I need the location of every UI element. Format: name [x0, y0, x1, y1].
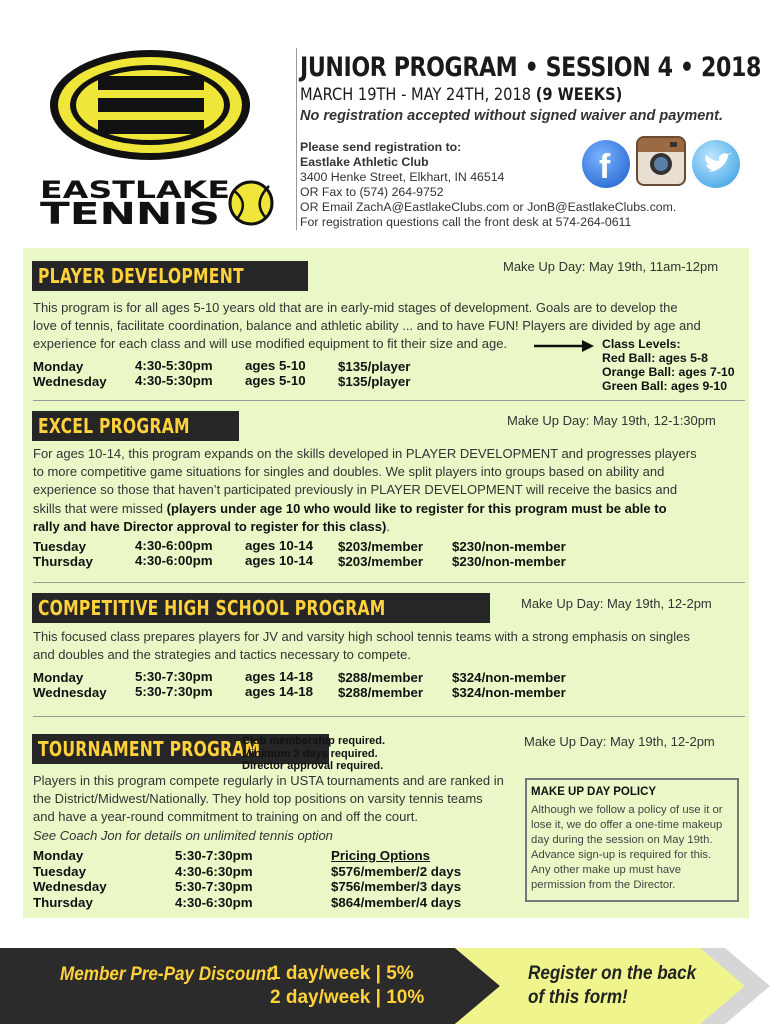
makeup-day-policy-box	[525, 778, 739, 902]
prepay-discount-label: Member Pre-Pay Discount:	[60, 964, 278, 985]
schedule-day: Tuesday	[33, 539, 86, 554]
club-address: 3400 Henke Street, Elkhart, IN 46514	[300, 170, 505, 184]
schedule-member-price: $288/member	[338, 685, 424, 700]
schedule-nonmember-price: $230/non-member	[452, 539, 566, 554]
discount-two-day: 2 day/week | 10%	[270, 987, 425, 1008]
schedule-time: 4:30-5:30pm	[135, 373, 213, 388]
pricing-options-heading: Pricing Options	[331, 848, 430, 863]
excel-program-makeup: Make Up Day: May 19th, 12-1:30pm	[507, 413, 716, 428]
session-dates	[300, 85, 622, 105]
schedule-member-price: $203/member	[338, 554, 424, 569]
schedule-member-price: $288/member	[338, 670, 424, 685]
header-divider	[296, 48, 297, 230]
logo-text-eastlake: EASTLAKE	[40, 176, 230, 204]
player-development-makeup: Make Up Day: May 19th, 11am-12pm	[503, 259, 719, 274]
footer-banner	[0, 948, 770, 1024]
schedule-day: Monday	[33, 359, 84, 374]
tournament-pricing: Pricing Options $576/member/2 days $756/member/3 days $864/member/4 days	[331, 848, 462, 910]
contact-heading: Please send registration to:	[300, 140, 462, 154]
schedule-ages: ages 14-18	[245, 669, 314, 684]
eastlake-tennis-logo	[28, 40, 278, 240]
schedule-ages: ages 5-10	[245, 358, 306, 373]
svg-text:f: f	[599, 148, 611, 186]
schedule-time: 4:30-5:30pm	[135, 358, 213, 373]
high-school-program-description: This focused class prepares players for JV and varsity high school tennis teams with a strong emphasis on singles and doubles and the strategies and tactics necessary to compete.	[33, 629, 690, 663]
schedule-ages: ages 10-14	[245, 553, 314, 568]
discount-one-day: 1 day/week | 5%	[270, 963, 414, 984]
tournament-days: Monday Tuesday Wednesday Thursday	[33, 848, 107, 910]
schedule-nonmember-price: $324/non-member	[452, 670, 566, 685]
registration-notice: No registration accepted without signed waiver and payment.	[300, 108, 723, 124]
section-divider	[33, 582, 745, 583]
class-levels: Class Levels: Red Ball: ages 5-8 Orange Ball: ages 7-10 Green Ball: ages 9-10	[602, 337, 735, 393]
schedule-day: Wednesday	[33, 685, 107, 700]
high-school-program-makeup: Make Up Day: May 19th, 12-2pm	[521, 596, 712, 611]
discount-banner	[0, 948, 500, 1024]
schedule-nonmember-price: $230/non-member	[452, 554, 566, 569]
schedule-time: 4:30-6:00pm	[135, 553, 213, 568]
player-development-title: PLAYER DEVELOPMENT	[32, 261, 308, 291]
section-divider	[33, 716, 745, 717]
schedule-price: $135/player	[338, 374, 411, 389]
schedule-ages: ages 14-18	[245, 684, 314, 699]
fax-line: OR Fax to (574) 264-9752	[300, 185, 444, 199]
player-development-description: This program is for all ages 5-10 years old that are in early-mid stages of development. Goals are to develop the love of tennis, facilitate coordination, balance and athletic ability ... and to have FUN! Players are divided by age and experience for each class and will use modified equipment to fit their size and age.	[33, 300, 701, 352]
session-weeks: (9 WEEKS)	[535, 85, 623, 105]
schedule-day: Monday	[33, 670, 84, 685]
schedule-member-price: $203/member	[338, 539, 424, 554]
schedule-ages: ages 10-14	[245, 538, 314, 553]
tournament-program-makeup: Make Up Day: May 19th, 12-2pm	[524, 734, 715, 749]
register-cta-line1: Register on the back	[528, 963, 697, 984]
schedule-ages: ages 5-10	[245, 373, 306, 388]
excel-program-description: For ages 10-14, this program expands on the skills developed in PLAYER DEVELOPMENT and progresses players to more competitive game situations for singles and doubles. We split players into groups based on ability and experience so those that haven’t participated previously in PLAYER DEVELOPMENT will receive the basics and skills that were missed (players under age 10 who would like to register for this program must be able to rally and have Director approval to register for this class).	[33, 446, 697, 534]
twitter-icon[interactable]	[692, 140, 740, 188]
schedule-time: 4:30-6:00pm	[135, 538, 213, 553]
instagram-icon[interactable]	[636, 136, 686, 186]
policy-body: Although we follow a policy of use it or lose it, we do offer a one-time makeup day during the session on May 19th. Advance sign-up is required for this. Any other make up must have permission from the Director.	[531, 804, 723, 891]
tournament-program-description: Players in this program compete regularly in USTA tournaments and are ranked in the District/Midwest/Nationally. They hold top positions on varsity tennis teams and have a year-round commitment to training on and off the court. See Coach Jon for details on unlimited tennis option	[33, 773, 504, 843]
register-cta-line2: of this form!	[528, 987, 628, 1008]
logo-text-tennis: TENNIS	[40, 197, 220, 232]
phone-line: For registration questions call the front desk at 574-264-0611	[300, 215, 632, 229]
schedule-time: 5:30-7:30pm	[135, 684, 213, 699]
excel-program-title: EXCEL PROGRAM	[32, 411, 239, 441]
tournament-program-title: TOURNAMENT PROGRAM	[32, 734, 329, 764]
schedule-day: Wednesday	[33, 374, 107, 389]
schedule-price: $135/player	[338, 359, 411, 374]
page-title: JUNIOR PROGRAM • SESSION 4 • 2018	[300, 52, 761, 83]
facebook-icon[interactable]	[582, 140, 630, 188]
schedule-nonmember-price: $324/non-member	[452, 685, 566, 700]
section-divider	[33, 400, 745, 401]
policy-title: MAKE UP DAY POLICY	[531, 786, 657, 798]
schedule-day: Thursday	[33, 554, 93, 569]
high-school-program-title: COMPETITIVE HIGH SCHOOL PROGRAM	[32, 593, 490, 623]
club-name: Eastlake Athletic Club	[300, 155, 429, 169]
arrow-right-icon	[534, 340, 594, 352]
session-date-range: MARCH 19TH - MAY 24TH, 2018	[300, 85, 532, 105]
tournament-requirements: Club membership required. Minimum 2 days required. Director approval required.	[242, 735, 386, 772]
tournament-times: 5:30-7:30pm 4:30-6:30pm 5:30-7:30pm 4:30-6:30pm	[175, 848, 253, 910]
email-line: OR Email ZachA@EastlakeClubs.com or JonB@EastlakeClubs.com.	[300, 200, 677, 214]
schedule-time: 5:30-7:30pm	[135, 669, 213, 684]
